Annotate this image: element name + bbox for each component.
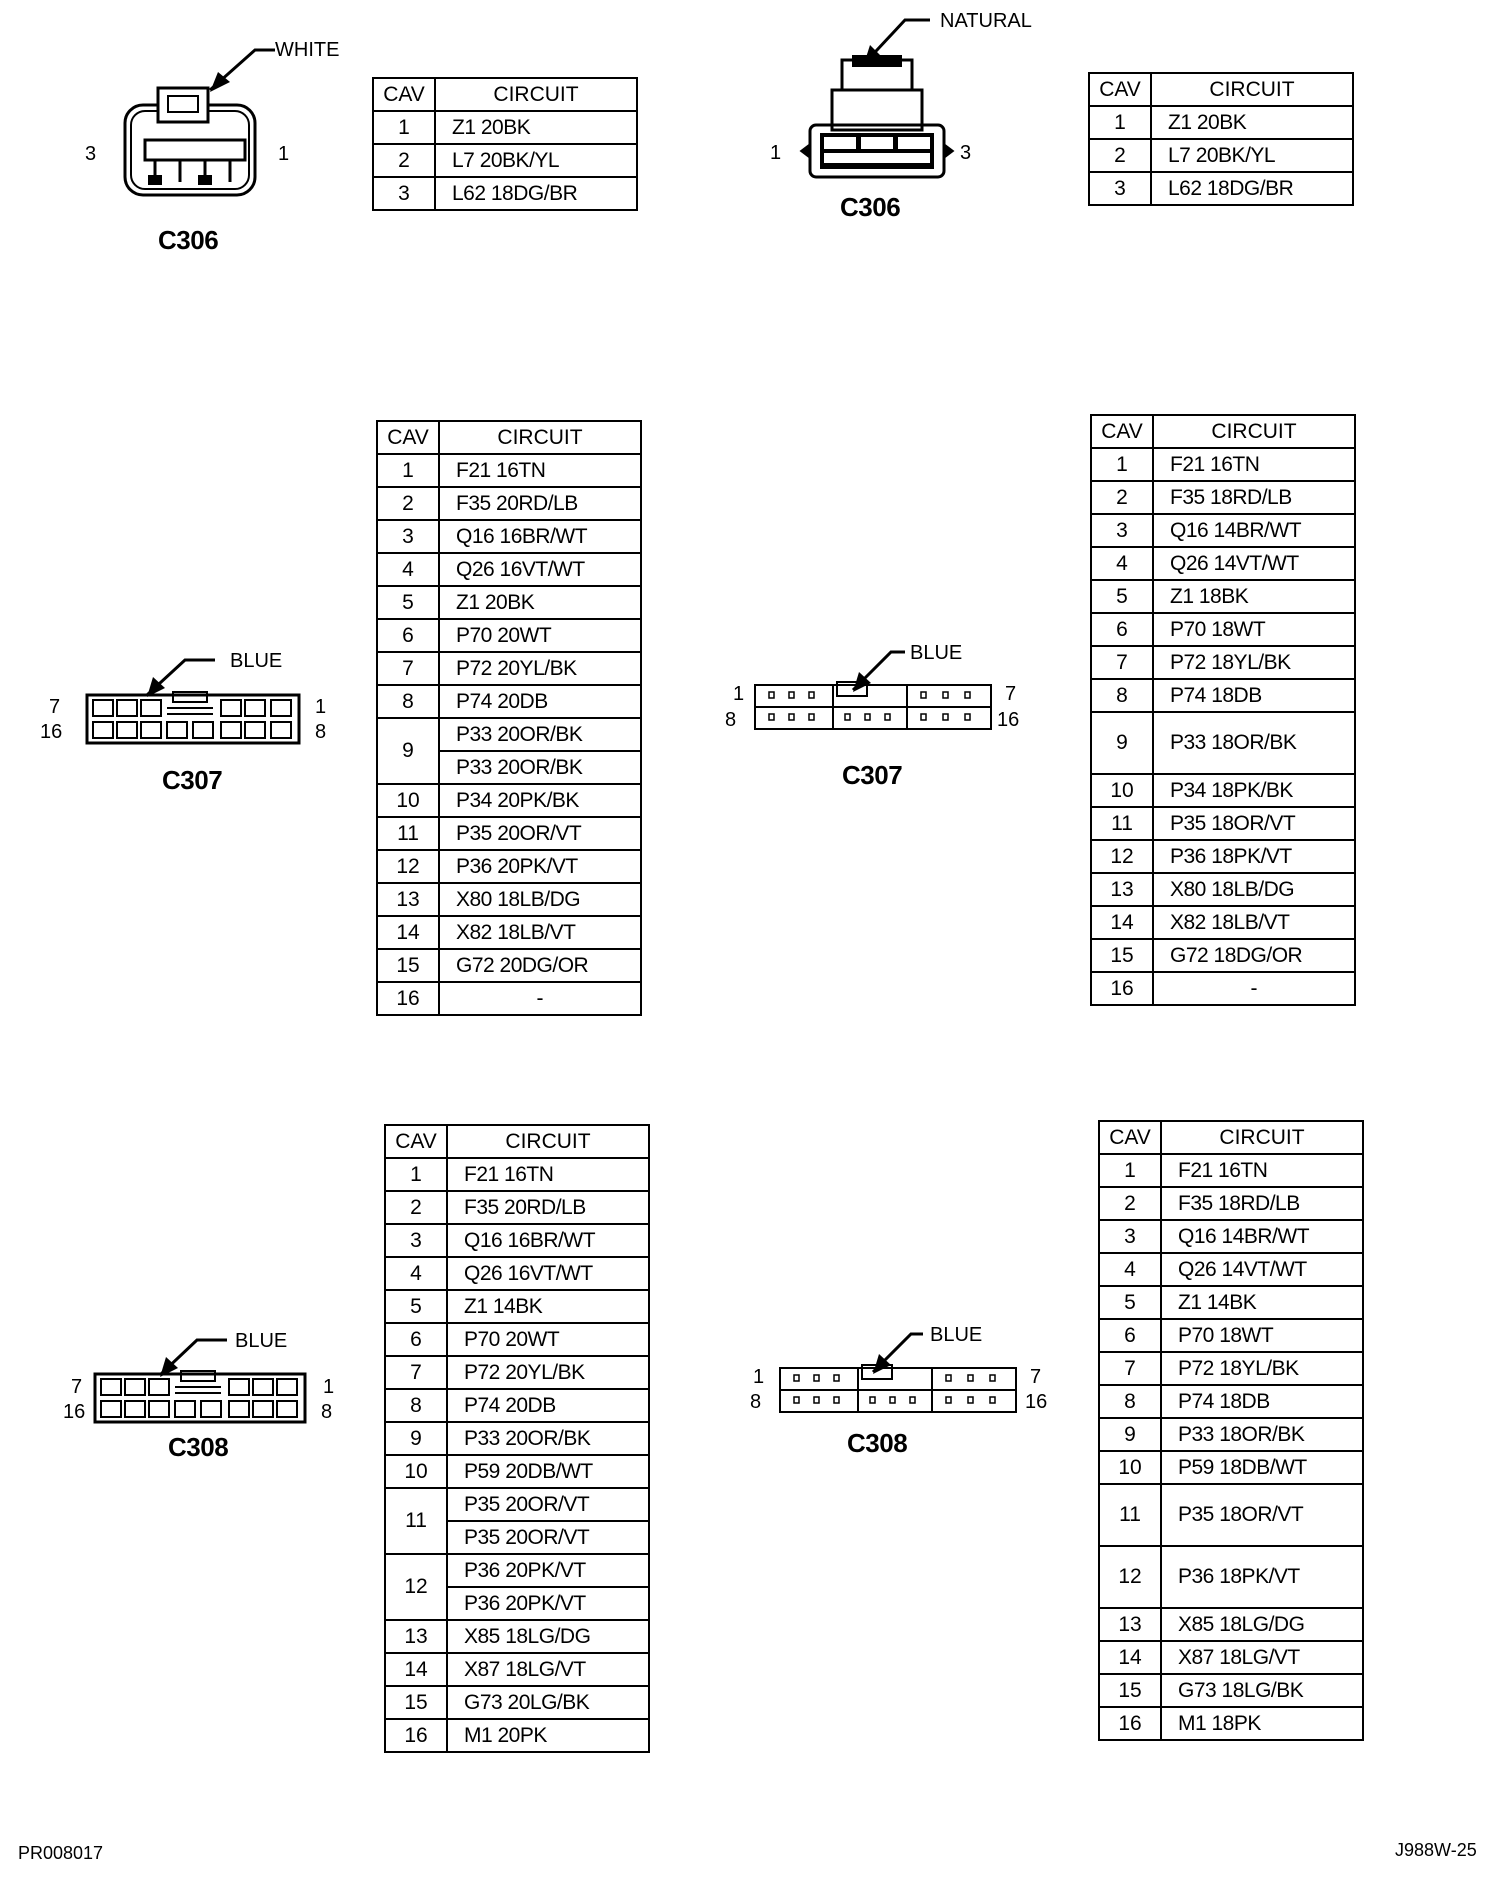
connector-color-label: BLUE <box>930 1324 983 1346</box>
circuit-code: F21 16TN <box>439 454 641 487</box>
cav-number: 1 <box>385 1158 447 1191</box>
connector-name: C307 <box>162 765 223 795</box>
pin-label-bottom-left: 8 <box>750 1391 762 1413</box>
cav-number: 11 <box>1099 1484 1161 1546</box>
cav-number: 2 <box>1089 139 1151 172</box>
table-row <box>1091 679 1355 712</box>
cav-number: 7 <box>385 1356 447 1389</box>
circuit-code: X80 18LB/DG <box>439 883 641 916</box>
table-row <box>377 916 641 949</box>
connector-name: C307 <box>842 760 903 790</box>
pin-label-top-right: 1 <box>323 1376 335 1398</box>
cav-number: 1 <box>373 111 435 144</box>
table-row <box>385 1257 649 1290</box>
connector-color-label: WHITE <box>275 39 340 61</box>
cav-number: 2 <box>377 487 439 520</box>
cav-number: 2 <box>1091 481 1153 514</box>
circuit-code: G72 18DG/OR <box>1153 939 1355 972</box>
cav-number: 13 <box>1099 1608 1161 1641</box>
figure-code-left: PR008017 <box>18 1843 104 1863</box>
pin-label-top-left: 1 <box>733 683 745 705</box>
table-row <box>385 1323 649 1356</box>
circuit-code: Z1 14BK <box>447 1290 649 1323</box>
cav-number: 6 <box>377 619 439 652</box>
circuit-code: P74 20DB <box>439 685 641 718</box>
cav-number: 6 <box>1099 1319 1161 1352</box>
col-header-cav: CAV <box>377 421 439 454</box>
circuit-code: X85 18LG/DG <box>447 1620 649 1653</box>
cav-number: 10 <box>1091 774 1153 807</box>
cav-number: 2 <box>373 144 435 177</box>
circuit-code: Q16 16BR/WT <box>447 1224 649 1257</box>
circuit-code: P36 20PK/VT <box>447 1587 649 1620</box>
circuit-code: P36 18PK/VT <box>1161 1546 1363 1608</box>
cav-number: 6 <box>1091 613 1153 646</box>
circuit-code: P33 20OR/BK <box>439 751 641 784</box>
table-row <box>1099 1418 1363 1451</box>
circuit-code: P35 20OR/VT <box>447 1521 649 1554</box>
circuit-code: F35 20RD/LB <box>447 1191 649 1224</box>
circuit-code: P74 18DB <box>1161 1385 1363 1418</box>
figure-code-right: J988W-25 <box>1395 1840 1477 1860</box>
cav-number: 10 <box>377 784 439 817</box>
connector-color-label: BLUE <box>910 642 963 664</box>
cav-number: 8 <box>1091 679 1153 712</box>
cav-number: 15 <box>1091 939 1153 972</box>
table-row <box>373 111 637 144</box>
table-row <box>385 1422 649 1455</box>
circuit-code: Q16 14BR/WT <box>1153 514 1355 547</box>
circuit-code: P35 20OR/VT <box>439 817 641 850</box>
circuit-code: Z1 18BK <box>1153 580 1355 613</box>
cav-number: 13 <box>377 883 439 916</box>
circuit-code: L62 18DG/BR <box>435 177 637 210</box>
cavity-table-c306-white <box>372 77 638 211</box>
connector-c308-blue-front-diagram <box>55 1300 355 1423</box>
circuit-code: X87 18LG/VT <box>1161 1641 1363 1674</box>
cav-number: 7 <box>377 652 439 685</box>
circuit-code: P33 20OR/BK <box>447 1422 649 1455</box>
table-row <box>385 1158 649 1191</box>
connector-color-label: BLUE <box>235 1330 288 1352</box>
table-row <box>1091 448 1355 481</box>
table-row <box>1091 906 1355 939</box>
table-row <box>377 850 641 883</box>
table-row <box>1099 1187 1363 1220</box>
circuit-code: X85 18LG/DG <box>1161 1608 1363 1641</box>
cav-number: 13 <box>385 1620 447 1653</box>
circuit-code: Q26 14VT/WT <box>1153 547 1355 580</box>
circuit-code: G72 20DG/OR <box>439 949 641 982</box>
circuit-code: X87 18LG/VT <box>447 1653 649 1686</box>
circuit-code: G73 18LG/BK <box>1161 1674 1363 1707</box>
cav-number: 5 <box>377 586 439 619</box>
circuit-code: P72 18YL/BK <box>1153 646 1355 679</box>
cav-number: 14 <box>377 916 439 949</box>
circuit-code: P70 20WT <box>439 619 641 652</box>
col-header-cav: CAV <box>1091 415 1153 448</box>
table-row <box>1091 580 1355 613</box>
table-row <box>385 1686 649 1719</box>
pin-label-right: 1 <box>278 143 290 165</box>
circuit-code: X82 18LB/VT <box>439 916 641 949</box>
circuit-code: X80 18LB/DG <box>1153 873 1355 906</box>
circuit-code: Z1 14BK <box>1161 1286 1363 1319</box>
circuit-code: P70 18WT <box>1153 613 1355 646</box>
col-header-circuit: CIRCUIT <box>1151 73 1353 106</box>
cav-number: 8 <box>1099 1385 1161 1418</box>
pin-label-top-right: 7 <box>1005 683 1017 705</box>
connector-name: C306 <box>158 225 219 255</box>
table-row <box>1091 646 1355 679</box>
cav-number: 7 <box>1099 1352 1161 1385</box>
circuit-code: P33 18OR/BK <box>1153 712 1355 774</box>
circuit-code: P74 18DB <box>1153 679 1355 712</box>
col-header-cav: CAV <box>1089 73 1151 106</box>
circuit-code: Q26 14VT/WT <box>1161 1253 1363 1286</box>
table-row <box>1099 1707 1363 1740</box>
cav-number: 1 <box>377 454 439 487</box>
circuit-code: P70 18WT <box>1161 1319 1363 1352</box>
pin-label-bottom-right: 16 <box>1025 1391 1048 1413</box>
circuit-code: Q26 16VT/WT <box>447 1257 649 1290</box>
table-row <box>377 619 641 652</box>
table-row <box>1091 873 1355 906</box>
circuit-code: Z1 20BK <box>439 586 641 619</box>
connector-c308-blue-rear-diagram <box>745 1300 1055 1420</box>
cavity-table-c307-right <box>1090 414 1356 1006</box>
cavity-table-c307-left <box>376 420 642 1016</box>
cav-number: 12 <box>377 850 439 883</box>
table-row <box>385 1488 649 1521</box>
circuit-code: F35 18RD/LB <box>1153 481 1355 514</box>
table-row <box>1089 139 1353 172</box>
col-header-circuit: CIRCUIT <box>439 421 641 454</box>
cav-number: 10 <box>1099 1451 1161 1484</box>
table-row <box>1089 172 1353 205</box>
table-row <box>1099 1641 1363 1674</box>
cav-number: 3 <box>1089 172 1151 205</box>
table-row <box>377 718 641 751</box>
cav-number: 6 <box>385 1323 447 1356</box>
col-header-circuit: CIRCUIT <box>1153 415 1355 448</box>
cav-number: 13 <box>1091 873 1153 906</box>
pin-label-bottom-left: 16 <box>63 1401 86 1423</box>
table-row <box>1099 1546 1363 1608</box>
cav-number: 12 <box>1099 1546 1161 1608</box>
circuit-code: M1 20PK <box>447 1719 649 1752</box>
table-row <box>385 1455 649 1488</box>
cav-number: 5 <box>385 1290 447 1323</box>
connector-c307-blue-rear-diagram <box>725 630 1035 740</box>
cav-number: 5 <box>1099 1286 1161 1319</box>
cav-number: 2 <box>385 1191 447 1224</box>
circuit-code: Z1 20BK <box>1151 106 1353 139</box>
cav-number: 3 <box>385 1224 447 1257</box>
pin-label-bottom-right: 8 <box>321 1401 333 1423</box>
circuit-code: F21 16TN <box>447 1158 649 1191</box>
table-row <box>377 454 641 487</box>
cavity-table-c308-left <box>384 1124 650 1753</box>
circuit-code: P34 18PK/BK <box>1153 774 1355 807</box>
connector-name: C308 <box>168 1432 229 1462</box>
cav-number: 12 <box>385 1554 447 1620</box>
circuit-code: Q16 14BR/WT <box>1161 1220 1363 1253</box>
table-row <box>1091 613 1355 646</box>
cav-number: 14 <box>1099 1641 1161 1674</box>
cav-number: 16 <box>377 982 439 1015</box>
table-row <box>377 784 641 817</box>
circuit-code: P33 18OR/BK <box>1161 1418 1363 1451</box>
circuit-code: P35 20OR/VT <box>447 1488 649 1521</box>
pin-label-top-right: 7 <box>1030 1366 1042 1388</box>
cav-number: 7 <box>1091 646 1153 679</box>
table-row <box>1099 1220 1363 1253</box>
circuit-code: P70 20WT <box>447 1323 649 1356</box>
circuit-code: Q26 16VT/WT <box>439 553 641 586</box>
table-row <box>377 982 641 1015</box>
cav-number: 14 <box>385 1653 447 1686</box>
circuit-code: P72 18YL/BK <box>1161 1352 1363 1385</box>
pin-label-right: 3 <box>960 142 972 164</box>
pin-label-top-left: 7 <box>49 696 61 718</box>
circuit-code: M1 18PK <box>1161 1707 1363 1740</box>
table-row <box>1091 774 1355 807</box>
table-row <box>385 1224 649 1257</box>
table-row <box>1099 1385 1363 1418</box>
table-row <box>377 520 641 553</box>
table-row <box>377 586 641 619</box>
table-row <box>1091 712 1355 774</box>
col-header-circuit: CIRCUIT <box>447 1125 649 1158</box>
cav-number: 4 <box>1099 1253 1161 1286</box>
table-row <box>1099 1608 1363 1641</box>
table-row <box>377 883 641 916</box>
cav-number: 1 <box>1091 448 1153 481</box>
table-row <box>1099 1352 1363 1385</box>
circuit-code: F35 18RD/LB <box>1161 1187 1363 1220</box>
circuit-code: P36 20PK/VT <box>439 850 641 883</box>
pin-label-top-left: 7 <box>71 1376 83 1398</box>
cav-number: 4 <box>377 553 439 586</box>
cavity-table-c306-natural <box>1088 72 1354 206</box>
table-row <box>1099 1253 1363 1286</box>
circuit-code: Z1 20BK <box>435 111 637 144</box>
table-row <box>385 1389 649 1422</box>
table-row <box>1099 1319 1363 1352</box>
table-row <box>1099 1674 1363 1707</box>
col-header-cav: CAV <box>1099 1121 1161 1154</box>
circuit-code: F21 16TN <box>1161 1154 1363 1187</box>
pin-label-bottom-left: 8 <box>725 709 737 731</box>
col-header-circuit: CIRCUIT <box>435 78 637 111</box>
circuit-code: P36 20PK/VT <box>447 1554 649 1587</box>
connector-name: C306 <box>840 192 901 222</box>
connector-c306-white-diagram <box>60 20 360 220</box>
cav-number: 16 <box>1091 972 1153 1005</box>
pin-label-left: 1 <box>770 142 782 164</box>
table-row <box>385 1653 649 1686</box>
table-row <box>373 177 637 210</box>
connector-color-label: BLUE <box>230 650 283 672</box>
table-row <box>385 1719 649 1752</box>
table-row <box>1091 547 1355 580</box>
circuit-code: P72 20YL/BK <box>439 652 641 685</box>
circuit-code: L7 20BK/YL <box>1151 139 1353 172</box>
table-row <box>377 652 641 685</box>
circuit-code: F35 20RD/LB <box>439 487 641 520</box>
circuit-code: G73 20LG/BK <box>447 1686 649 1719</box>
circuit-code: - <box>1153 972 1355 1005</box>
table-row <box>1091 840 1355 873</box>
circuit-code: P35 18OR/VT <box>1161 1484 1363 1546</box>
cav-number: 3 <box>377 520 439 553</box>
pin-label-top-left: 1 <box>753 1366 765 1388</box>
table-row <box>1091 481 1355 514</box>
cav-number: 3 <box>1099 1220 1161 1253</box>
cavity-table-c308-right <box>1098 1120 1364 1741</box>
table-row <box>1099 1154 1363 1187</box>
circuit-code: P33 20OR/BK <box>439 718 641 751</box>
cav-number: 12 <box>1091 840 1153 873</box>
cav-number: 14 <box>1091 906 1153 939</box>
connector-c307-blue-front-diagram <box>35 640 355 750</box>
pin-label-left: 3 <box>85 143 97 165</box>
circuit-code: F21 16TN <box>1153 448 1355 481</box>
circuit-code: P74 20DB <box>447 1389 649 1422</box>
table-row <box>377 949 641 982</box>
circuit-code: L62 18DG/BR <box>1151 172 1353 205</box>
connector-name: C308 <box>847 1428 908 1458</box>
table-row <box>1091 807 1355 840</box>
cav-number: 15 <box>377 949 439 982</box>
col-header-circuit: CIRCUIT <box>1161 1121 1363 1154</box>
table-row <box>377 817 641 850</box>
cav-number: 11 <box>385 1488 447 1554</box>
table-row <box>1099 1484 1363 1546</box>
cav-number: 11 <box>377 817 439 850</box>
cav-number: 11 <box>1091 807 1153 840</box>
cav-number: 5 <box>1091 580 1153 613</box>
cav-number: 3 <box>1091 514 1153 547</box>
cav-number: 8 <box>377 685 439 718</box>
col-header-cav: CAV <box>373 78 435 111</box>
circuit-code: L7 20BK/YL <box>435 144 637 177</box>
cav-number: 10 <box>385 1455 447 1488</box>
table-row <box>1089 106 1353 139</box>
table-row <box>1099 1286 1363 1319</box>
cav-number: 9 <box>377 718 439 784</box>
table-row <box>1091 972 1355 1005</box>
cav-number: 8 <box>385 1389 447 1422</box>
circuit-code: P35 18OR/VT <box>1153 807 1355 840</box>
cav-number: 3 <box>373 177 435 210</box>
circuit-code: P34 20PK/BK <box>439 784 641 817</box>
table-row <box>377 553 641 586</box>
circuit-code: - <box>439 982 641 1015</box>
cav-number: 16 <box>385 1719 447 1752</box>
table-row <box>373 144 637 177</box>
circuit-code: Q16 16BR/WT <box>439 520 641 553</box>
connector-c306-natural-diagram <box>760 5 1032 215</box>
cav-number: 2 <box>1099 1187 1161 1220</box>
table-row <box>1091 939 1355 972</box>
table-row <box>1099 1451 1363 1484</box>
table-row <box>1091 514 1355 547</box>
col-header-cav: CAV <box>385 1125 447 1158</box>
connector-color-label: NATURAL <box>940 10 1032 32</box>
cav-number: 15 <box>385 1686 447 1719</box>
cav-number: 1 <box>1099 1154 1161 1187</box>
cav-number: 4 <box>385 1257 447 1290</box>
table-row <box>377 487 641 520</box>
cav-number: 15 <box>1099 1674 1161 1707</box>
cav-number: 9 <box>1091 712 1153 774</box>
circuit-code: X82 18LB/VT <box>1153 906 1355 939</box>
table-row <box>385 1356 649 1389</box>
pin-label-bottom-right: 16 <box>997 709 1020 731</box>
table-row <box>385 1290 649 1323</box>
pin-label-bottom-right: 8 <box>315 721 327 743</box>
pin-label-top-right: 1 <box>315 696 327 718</box>
table-row <box>385 1620 649 1653</box>
cav-number: 1 <box>1089 106 1151 139</box>
circuit-code: P36 18PK/VT <box>1153 840 1355 873</box>
cav-number: 4 <box>1091 547 1153 580</box>
table-row <box>385 1554 649 1587</box>
circuit-code: P59 20DB/WT <box>447 1455 649 1488</box>
pin-label-bottom-left: 16 <box>40 721 63 743</box>
cav-number: 9 <box>385 1422 447 1455</box>
table-row <box>377 685 641 718</box>
table-row <box>385 1191 649 1224</box>
circuit-code: P72 20YL/BK <box>447 1356 649 1389</box>
cav-number: 9 <box>1099 1418 1161 1451</box>
circuit-code: P59 18DB/WT <box>1161 1451 1363 1484</box>
cav-number: 16 <box>1099 1707 1161 1740</box>
